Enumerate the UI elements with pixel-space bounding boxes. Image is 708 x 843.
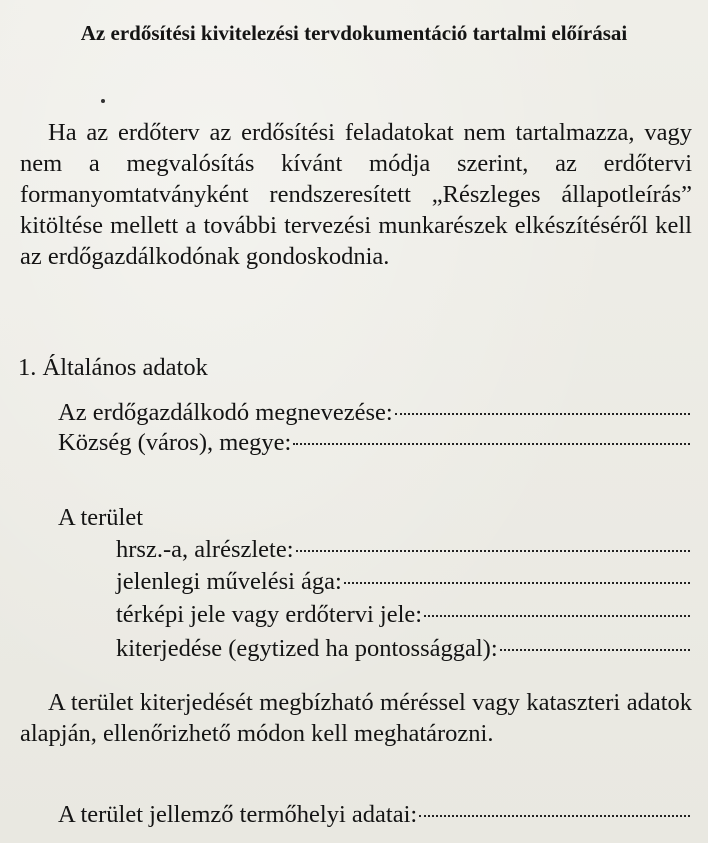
field-label: Az erdőgazdálkodó megnevezése: xyxy=(58,399,393,426)
form-field-extent xyxy=(116,634,690,664)
form-field-cultivation-branch xyxy=(116,567,690,597)
dotted-leader xyxy=(395,413,690,415)
dotted-leader xyxy=(293,443,690,445)
form-field-municipality-county xyxy=(58,428,690,458)
speck-mark xyxy=(101,99,105,103)
dotted-leader xyxy=(344,582,690,584)
field-label: Község (város), megye: xyxy=(58,429,292,456)
dotted-leader xyxy=(500,649,690,651)
field-label: A terület jellemző termőhelyi adatai: xyxy=(58,801,418,828)
field-label: hrsz.-a, alrészlete: xyxy=(116,536,294,563)
area-measurement-note: A terület kiterjedését megbízható méréssel vagy kataszteri adatok alapján, ellenőrizhető módon kell meghatározni. xyxy=(20,689,692,747)
form-field-lot-number xyxy=(116,535,690,565)
form-field-map-code xyxy=(116,600,690,630)
section-heading-general-data: 1. Általános adatok xyxy=(18,354,208,381)
subsection-heading-area: A terület xyxy=(58,504,144,531)
form-field-habitat-data xyxy=(58,800,690,830)
field-label: jelenlegi művelési ága: xyxy=(116,568,342,595)
dotted-leader xyxy=(296,550,690,552)
dotted-leader xyxy=(424,615,690,617)
intro-paragraph: Ha az erdőterv az erdősítési feladatokat nem tartalmazza, vagy nem a megvalósítás kívánt módja szerint, az erdőtervi formanyomtatványként rendszeresített „Részleges állapotleírás” kitöltése mellett a további tervezési munkarészek elkészítéséről kell az erdőgazdálkodónak gondoskodnia. xyxy=(20,119,692,270)
dotted-leader xyxy=(419,815,690,817)
form-field-forest-manager-name xyxy=(58,398,690,428)
field-label: térképi jele vagy erdőtervi jele: xyxy=(116,601,423,628)
page-title: Az erdősítési kivitelezési tervdokumentáció tartalmi előírásai xyxy=(80,21,628,45)
field-label: kiterjedése (egytized ha pontossággal): xyxy=(116,635,498,662)
